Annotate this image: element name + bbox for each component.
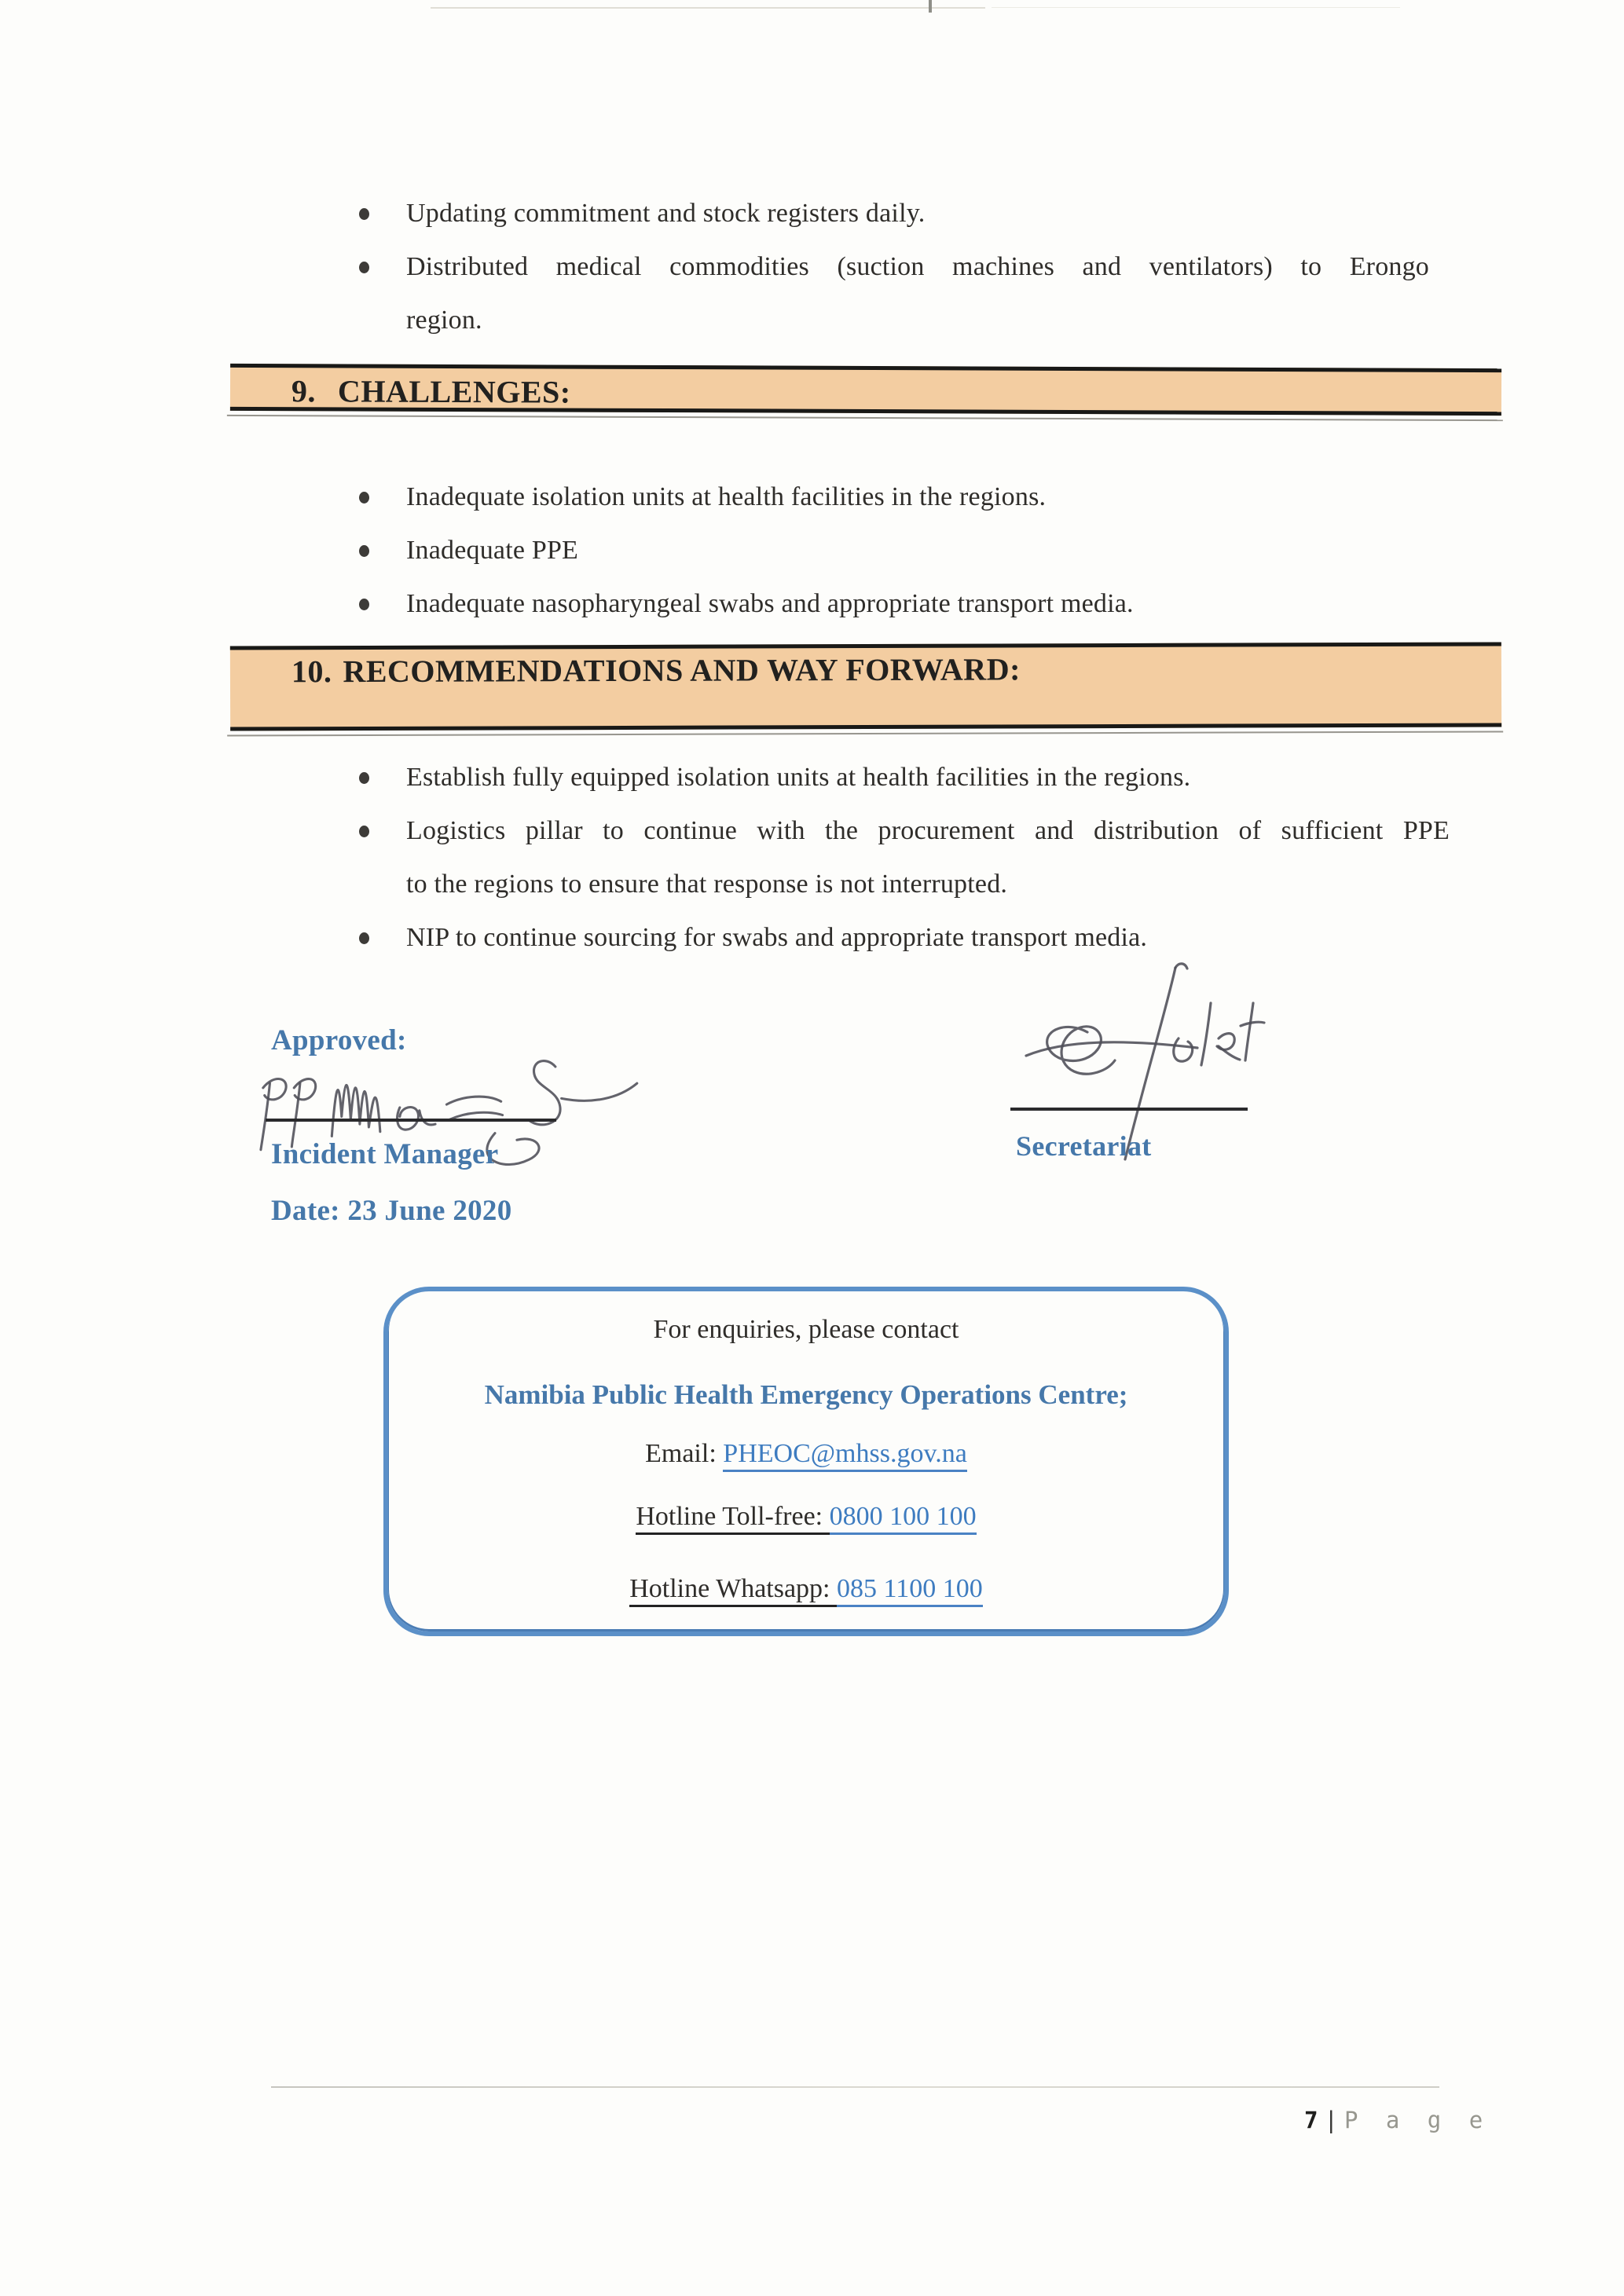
email-label: Email:	[645, 1439, 724, 1468]
bullet-text: Distributed medical commodities (suction machines and ventilators) to Erongo	[406, 252, 1429, 281]
incident-manager-label: Incident Manager	[271, 1138, 499, 1170]
list-item	[350, 911, 1450, 965]
contact-intro: For enquiries, please contact	[653, 1315, 959, 1344]
section-title: CHALLENGES:	[337, 373, 571, 410]
page-number-value: 7	[1304, 2107, 1318, 2133]
contact-email-line	[388, 1439, 1224, 1469]
whatsapp-label: Hotline Whatsapp:	[629, 1574, 837, 1607]
whatsapp-link[interactable]: 085 1100 100	[837, 1574, 983, 1607]
recommendations-bullet-list	[350, 751, 1450, 965]
bullet-text: Inadequate nasopharyngeal swabs and appropriate transport media.	[406, 589, 1134, 618]
scan-artifact-line-2	[992, 7, 1400, 8]
list-item	[350, 240, 1429, 347]
email-link[interactable]: PHEOC@mhss.gov.na	[723, 1439, 967, 1472]
contact-tollfree-line	[388, 1502, 1224, 1532]
list-item	[350, 524, 1512, 577]
page-word: P a g e	[1344, 2107, 1490, 2133]
date-label: Date: 23 June 2020	[271, 1195, 512, 1227]
contact-organisation: Namibia Public Health Emergency Operations Centre;	[484, 1379, 1128, 1410]
secretariat-label: Secretariat	[1016, 1130, 1152, 1162]
section-title: RECOMMENDATIONS AND WAY FORWARD:	[343, 651, 1021, 690]
approved-label: Approved:	[271, 1024, 407, 1056]
section-number: 9.	[291, 373, 317, 409]
scan-artifact-tick	[929, 0, 932, 13]
list-item	[350, 471, 1512, 524]
challenges-bullet-list	[350, 471, 1512, 631]
tollfree-label: Hotline Toll-free:	[636, 1502, 829, 1535]
bullet-text: region.	[406, 306, 482, 335]
bullet-text: Establish fully equipped isolation units at health facilities in the regions.	[406, 763, 1191, 792]
bullet-text: NIP to continue sourcing for swabs and appropriate transport media.	[406, 923, 1148, 952]
signature-line	[266, 1119, 556, 1122]
section-header-recommendations	[230, 642, 1501, 731]
list-item	[350, 804, 1450, 911]
footer-rule	[271, 2086, 1439, 2088]
intro-bullet-list	[350, 187, 1429, 347]
list-item	[350, 187, 1429, 240]
contact-whatsapp-line	[388, 1574, 1224, 1604]
section-header-challenges	[230, 364, 1501, 416]
scan-artifact-line	[431, 7, 985, 9]
bullet-text: Logistics pillar to continue with the procurement and distribution of sufficient PPE	[406, 816, 1450, 845]
section-number: 10.	[291, 654, 332, 690]
bullet-text: Inadequate PPE	[406, 536, 579, 565]
contact-box	[383, 1287, 1229, 1636]
page-number-separator: |	[1324, 2107, 1338, 2133]
tollfree-link[interactable]: 0800 100 100	[830, 1502, 977, 1535]
bullet-text: Inadequate isolation units at health facilities in the regions.	[406, 482, 1047, 511]
list-item	[350, 577, 1512, 631]
bullet-text: to the regions to ensure that response is not interrupted.	[406, 870, 1008, 899]
page-number	[1304, 2107, 1490, 2133]
bullet-text: Updating commitment and stock registers daily.	[406, 199, 926, 228]
signature-line	[1010, 1108, 1248, 1111]
list-item	[350, 751, 1450, 804]
